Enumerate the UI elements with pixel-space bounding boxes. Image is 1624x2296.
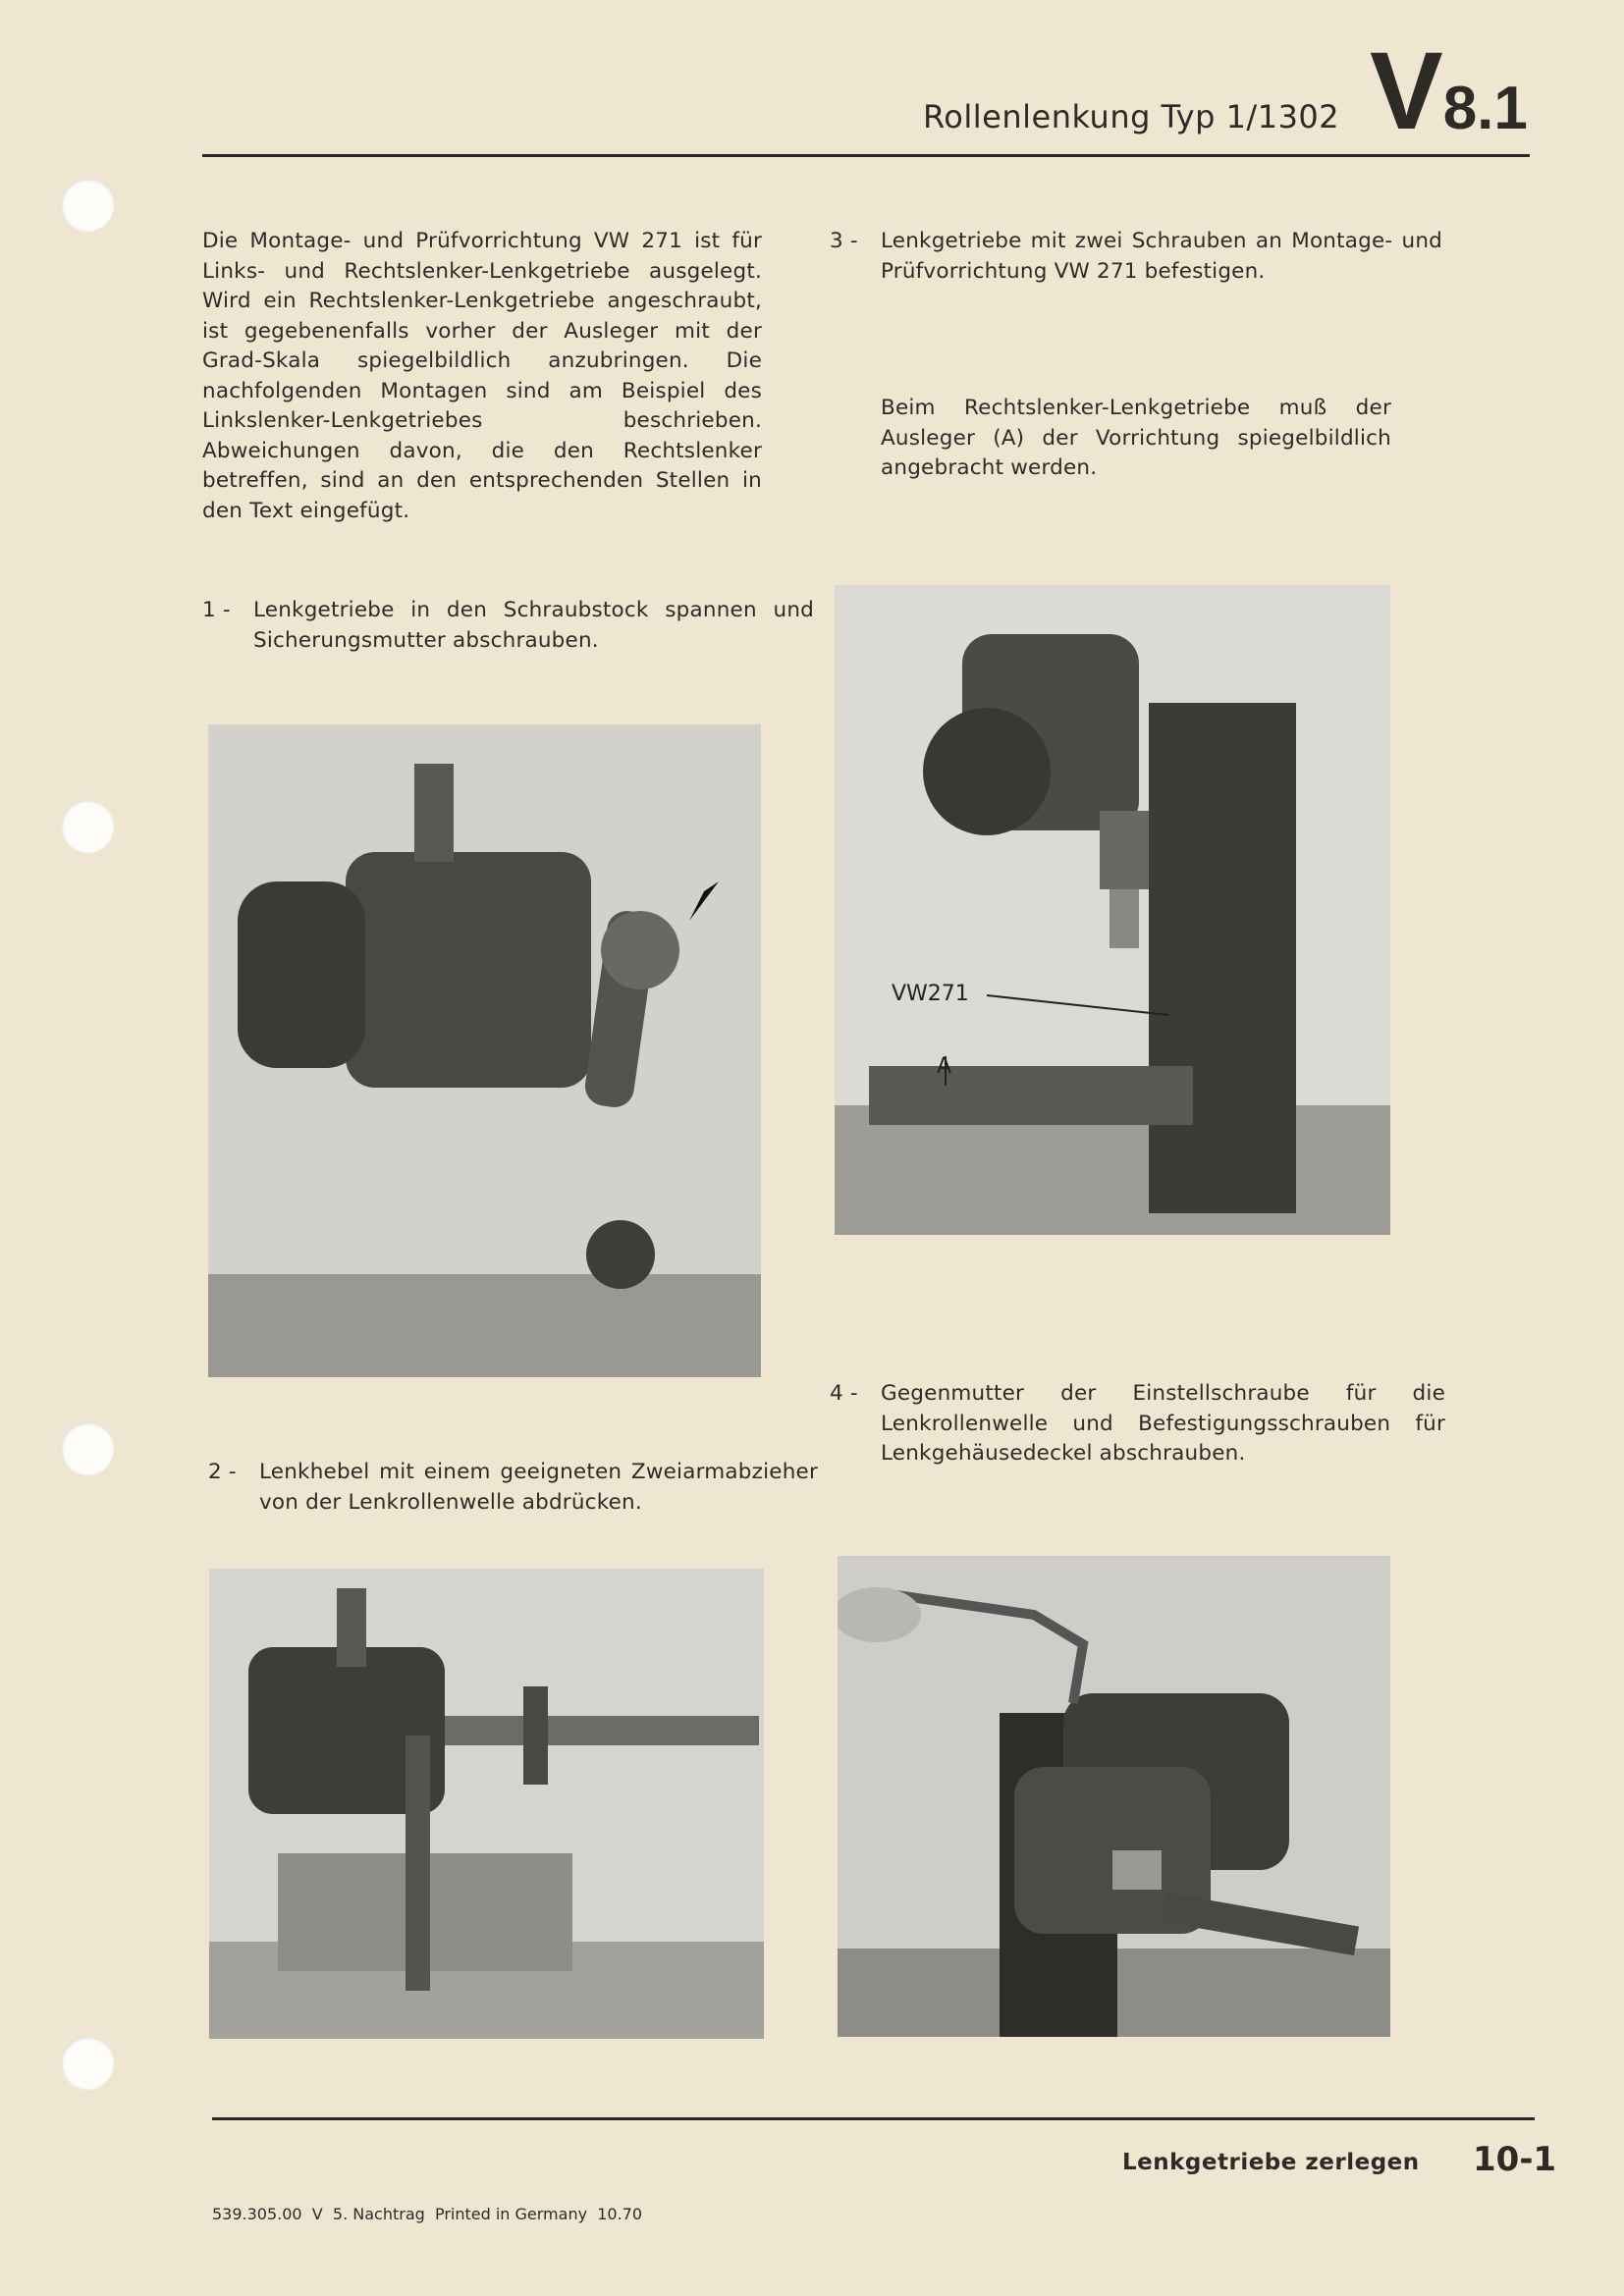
intro-paragraph: Die Montage- und Prüfvorrichtung VW 271 ist für Links- und Rechtslenker-Lenkgetriebe ausgelegt. Wird ein Rechtslenker-Lenkgetriebe angeschraubt, ist gegebenenfalls vorher der Ausleger mit der Grad-Skala spiegelbildlich anzubringen. Die nachfolgenden Montagen sind am Beispiel des Linkslenker-Lenkgetriebes beschrieben. Abweichungen davon, die den Rechtslenker betreffen, sind an den entsprechenden Stellen in den Text eingefügt. <box>202 229 762 523</box>
step-text: Lenkhebel mit einem geeigneten Zweiarmabzieher von der Lenkrollenwelle abdrücken. <box>259 1460 818 1515</box>
imprint: 539.305.00 V 5. Nachtrag Printed in Germany 10.70 <box>212 2205 643 2223</box>
page-title: Rollenlenkung Typ 1/1302 <box>923 98 1340 135</box>
photo-step-4 <box>838 1556 1390 2037</box>
step-3-note: Beim Rechtslenker-Lenkgetriebe muß der Ausleger (A) der Vorrichtung spiegelbildlich angebracht werden. <box>881 396 1391 480</box>
footer-rule <box>212 2117 1535 2120</box>
step-2 <box>208 1458 818 1518</box>
step-number: 4 - <box>830 1381 858 1406</box>
step-4 <box>830 1379 1445 1469</box>
chapter-title: Lenkgetriebe zerlegen <box>1122 2150 1420 2175</box>
step-number: 1 - <box>202 598 231 622</box>
photo-step-2 <box>209 1569 764 2039</box>
tool-label: VW271 <box>892 982 969 1006</box>
step-1 <box>202 596 814 656</box>
header-rule <box>202 154 1530 157</box>
section-number <box>1370 29 1528 152</box>
punch-hole <box>61 1422 114 1475</box>
step-number: 2 - <box>208 1460 237 1484</box>
photo-step-1 <box>208 724 761 1377</box>
step-text: Lenkgetriebe in den Schraubstock spannen und Sicherungsmutter abschrauben. <box>253 598 814 653</box>
section-letter: V <box>1370 29 1443 152</box>
punch-hole <box>61 2037 114 2090</box>
step-3 <box>830 227 1442 287</box>
punch-hole <box>61 800 114 853</box>
photo-step-3 <box>835 585 1390 1235</box>
step-text: Lenkgetriebe mit zwei Schrauben an Montage- und Prüfvorrichtung VW 271 befestigen. <box>881 229 1442 284</box>
punch-hole <box>61 179 114 232</box>
page-number: 10-1 <box>1473 2140 1557 2179</box>
arm-label: A <box>937 1054 952 1079</box>
section-subnumber: 8.1 <box>1442 75 1528 142</box>
step-number: 3 - <box>830 229 858 253</box>
step-text: Gegenmutter der Einstellschraube für die Lenkrollenwelle und Befestigungsschrauben für Lenkgehäusedeckel abschrauben. <box>881 1381 1445 1466</box>
